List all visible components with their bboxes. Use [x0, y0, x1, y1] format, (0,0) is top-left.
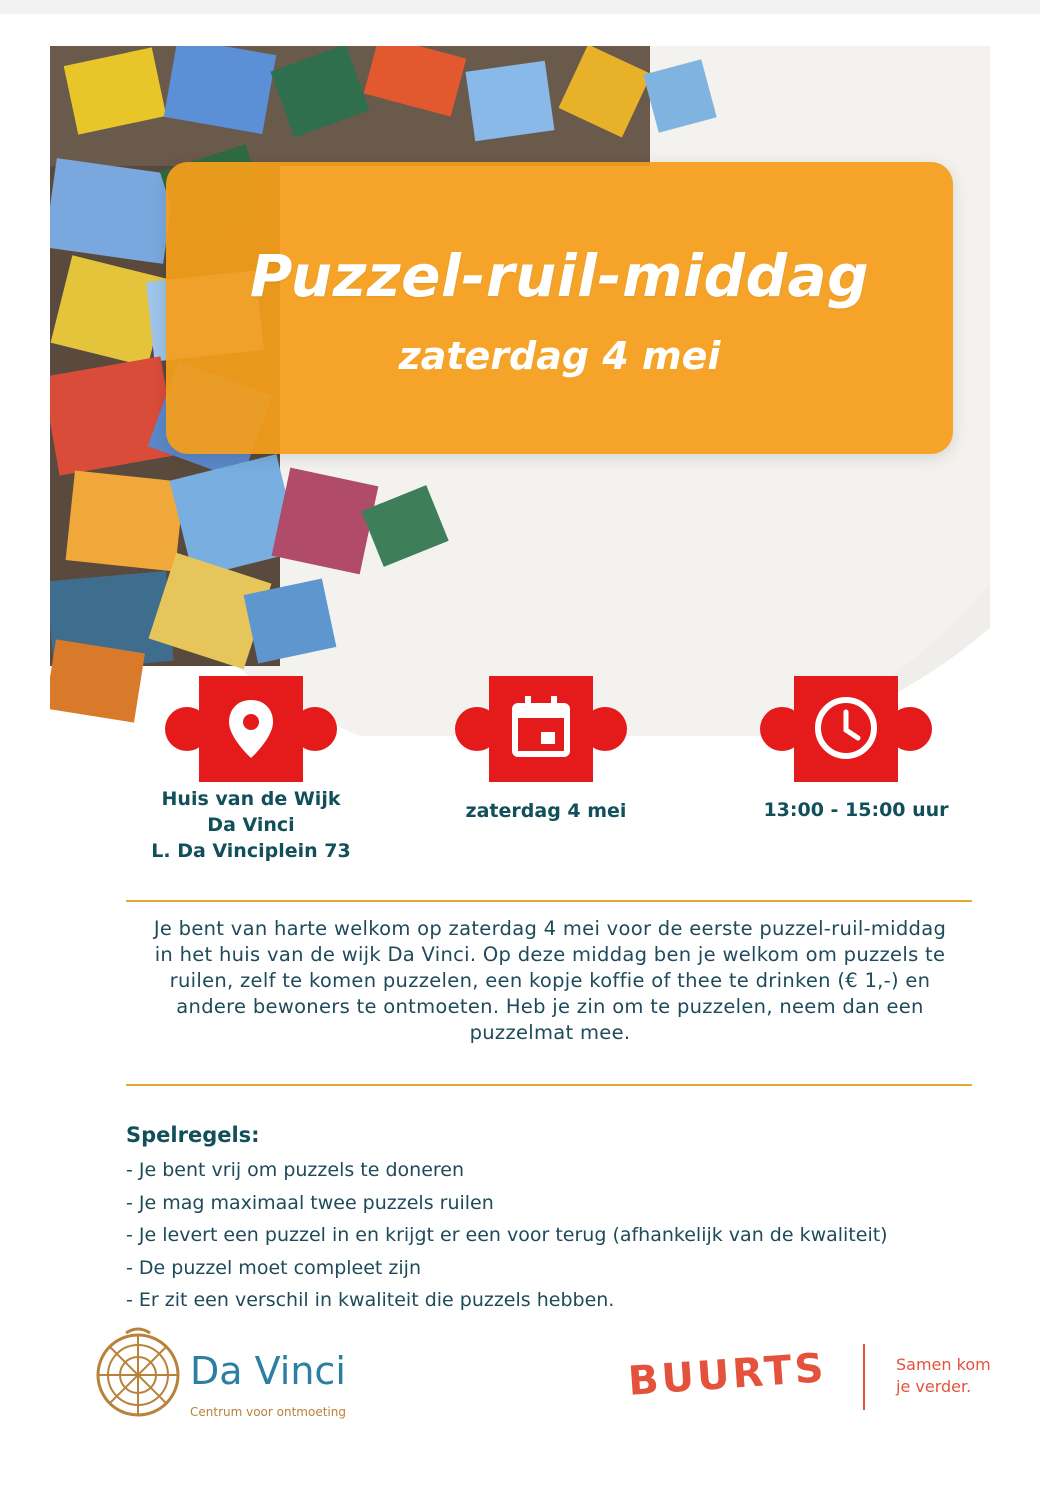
rule-item: - De puzzel moet compleet zijn — [126, 1256, 421, 1279]
buurts-name: BUURTS — [626, 1345, 828, 1405]
intro-line: Je bent van harte welkom op zaterdag 4 mei voor de eerste puzzel-ruil-middag — [153, 917, 947, 940]
rule-item: - Er zit een verschil in kwaliteit die puzzels hebben. — [126, 1289, 615, 1311]
davinci-logo — [92, 1325, 362, 1435]
rule-item: - Je mag maximaal twee puzzels ruilen — [126, 1191, 494, 1214]
rule-item: - Je levert een puzzel in en krijgt er een voor terug (afhankelijk van de kwaliteit) — [126, 1224, 888, 1246]
buurts-divider — [863, 1344, 865, 1410]
top-bar — [0, 0, 1040, 14]
rules-title: Spelregels: — [126, 1123, 260, 1147]
buurts-tagline — [896, 1354, 991, 1398]
title-banner — [166, 162, 953, 454]
divider-top — [126, 900, 972, 902]
buurts-tagline-1: Samen kom — [896, 1355, 991, 1374]
intro-line: ruilen, zelf te komen puzzelen, een kopje koffie of thee te drinken (€ 1,-) en — [169, 969, 931, 992]
davinci-emblem-icon — [92, 1327, 184, 1419]
date-info: zaterdag 4 mei — [465, 800, 627, 822]
location-puzzle-icon — [165, 676, 337, 782]
hero-image — [50, 46, 990, 736]
event-title: Puzzel-ruil-middag — [249, 242, 870, 310]
rules-list — [126, 1154, 888, 1317]
clock-puzzle-icon — [760, 676, 932, 782]
intro-line: in het huis van de wijk Da Vinci. Op deze middag ben je welkom om puzzels te — [154, 943, 946, 966]
intro-paragraph — [120, 916, 980, 1046]
event-subtitle: zaterdag 4 mei — [398, 334, 721, 378]
davinci-name: Da Vinci — [190, 1349, 346, 1393]
intro-line: andere bewoners te ontmoeten. Heb je zin om te puzzelen, neem dan een — [176, 995, 924, 1018]
intro-line: puzzelmat mee. — [469, 1021, 631, 1044]
rule-item: - Je bent vrij om puzzels te doneren — [126, 1159, 465, 1181]
location-line-1: Huis van de Wijk — [161, 788, 341, 810]
davinci-tagline: Centrum voor ontmoeting — [190, 1405, 346, 1419]
buurts-tagline-2: je verder. — [896, 1377, 972, 1396]
buurts-logo — [620, 1340, 1020, 1420]
calendar-puzzle-icon — [455, 676, 627, 782]
divider-bottom — [126, 1084, 972, 1086]
location-line-2: Da Vinci — [207, 814, 295, 836]
location-info — [131, 786, 371, 864]
location-line-3: L. Da Vinciplein 73 — [151, 840, 351, 862]
time-info: 13:00 - 15:00 uur — [763, 799, 949, 821]
